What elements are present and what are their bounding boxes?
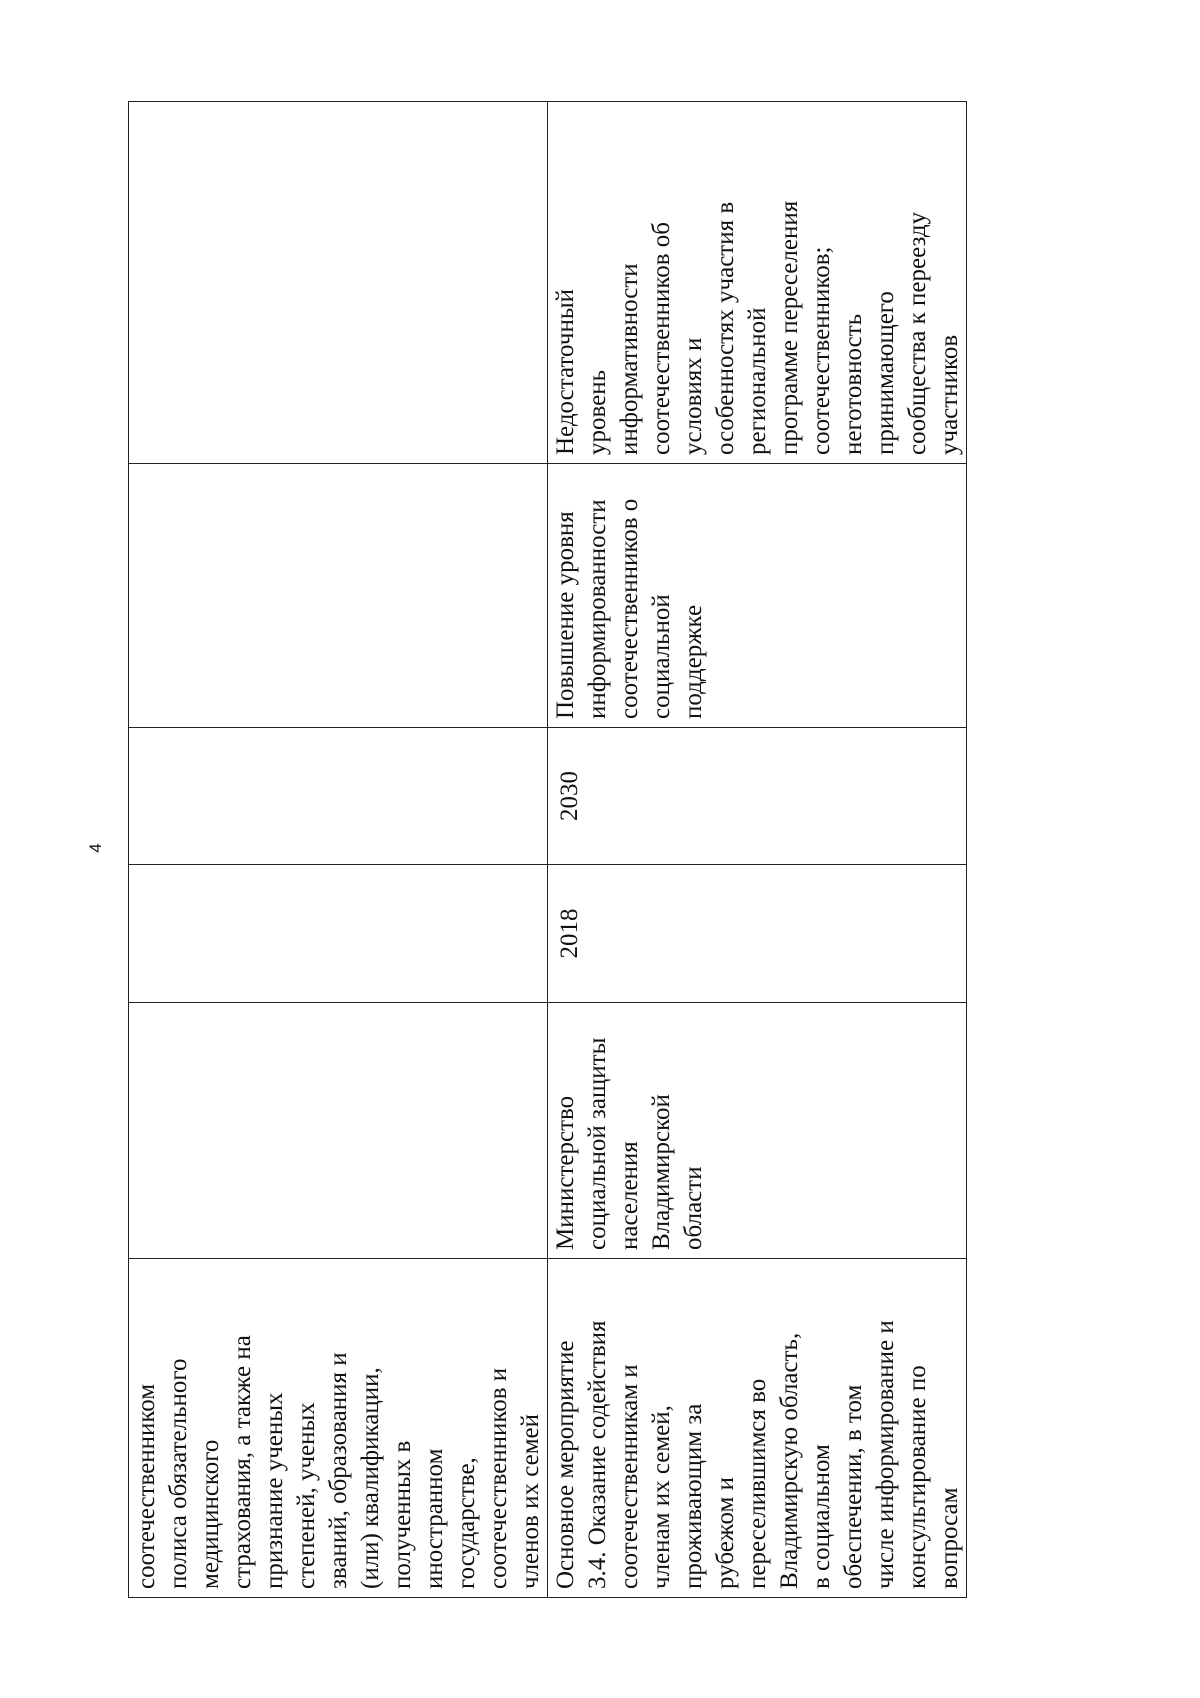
cell-text-line: 2030 [556,771,583,821]
cell-text-line: Повышение уровня [552,511,579,719]
cell-text-line: проживающим за [680,1403,707,1589]
cell-text-line: консультирование по [904,1365,931,1589]
cell-text-line: Недостаточный [552,288,579,455]
table-cell-executor [548,1003,967,1259]
cell-text-line: соотечественников и [485,1367,512,1589]
cell-text-line: званий, образования и [325,1352,352,1589]
cell-text-line: уровень [584,369,611,455]
cell-text-line: сообщества к переезду [904,211,931,455]
cell-text-line: соотечественников об [648,221,675,455]
cell-text-line: соотечественником [133,1383,160,1589]
table-cell-activity [548,1259,967,1598]
table-cell-activity [129,1259,548,1598]
cell-text-line: 3.4. Оказание содействия [584,1320,611,1589]
cell-text-line: государстве, [453,1457,480,1589]
cell-text-line: программе переселения [776,200,803,455]
cell-text-line: переселившимся во [744,1378,771,1589]
cell-text-line: соотечественников о [616,498,643,719]
cell-text-line: обеспечении, в том [840,1384,867,1589]
cell-text-line: информативности [616,263,643,455]
table-cell-end-year [548,728,967,865]
cell-text-line: соотечественников; [808,246,835,455]
cell-text-line: 2018 [556,908,583,959]
cell-text-line: медицинского [197,1439,224,1589]
cell-text-line: Владимирскую область, [776,1332,803,1589]
cell-text-line: полученных в [389,1440,416,1589]
cell-text-line: поддержке [680,604,707,719]
cell-text-line: степеней, ученых [293,1402,320,1589]
cell-text-line: вопросам [936,1487,963,1589]
cell-text-line: социальной защиты [584,1037,611,1250]
cell-text-line: неготовность [840,313,867,455]
cell-text-line: полиса обязательного [165,1358,192,1589]
cell-text-line: членам их семей, [648,1405,675,1589]
table-cell-end-year [129,728,548,865]
cell-text-line: (или) квалификации, [357,1367,384,1589]
cell-text-line: иностранном [421,1448,448,1589]
table-cell-risks [129,102,548,464]
cell-text-line: Министерство [552,1095,579,1250]
cell-text-line: социальной [648,594,675,719]
table-cell-start-year [548,865,967,1003]
table-row [129,102,548,1598]
cell-text-line: особенностях участия в [712,201,739,455]
table-cell-executor [129,1003,548,1259]
cell-text-line: населения [616,1141,643,1250]
cell-text-line: области [680,1166,707,1250]
cell-text-line: информированности [584,499,611,719]
cell-text-line: числе информирование и [872,1320,899,1589]
cell-text-line: в социальном [808,1444,835,1589]
table-row [548,102,967,1598]
cell-text-line: соотечественникам и [616,1364,643,1589]
table-cell-risks [548,102,967,464]
cell-text-line: рубежом и [712,1477,739,1589]
cell-text-line: страхования, а также на [229,1335,256,1589]
cell-text-line: принимающего [872,291,899,455]
rotated-table-container [128,102,963,1598]
table-cell-expected-result [548,464,967,728]
cell-text-line: участников [936,334,963,455]
cell-text-line: Основное мероприятие [552,1340,579,1589]
measures-table [128,101,967,1598]
cell-text-line: признание ученых [261,1392,288,1589]
page-number: 4 [86,843,105,853]
cell-text-line: региональной [744,307,771,455]
table-cell-start-year [129,865,548,1003]
cell-text-line: условиях и [680,337,707,455]
cell-text-line: Владимирской [648,1094,675,1250]
table-cell-expected-result [129,464,548,728]
cell-text-line: членов их семей [517,1414,544,1589]
